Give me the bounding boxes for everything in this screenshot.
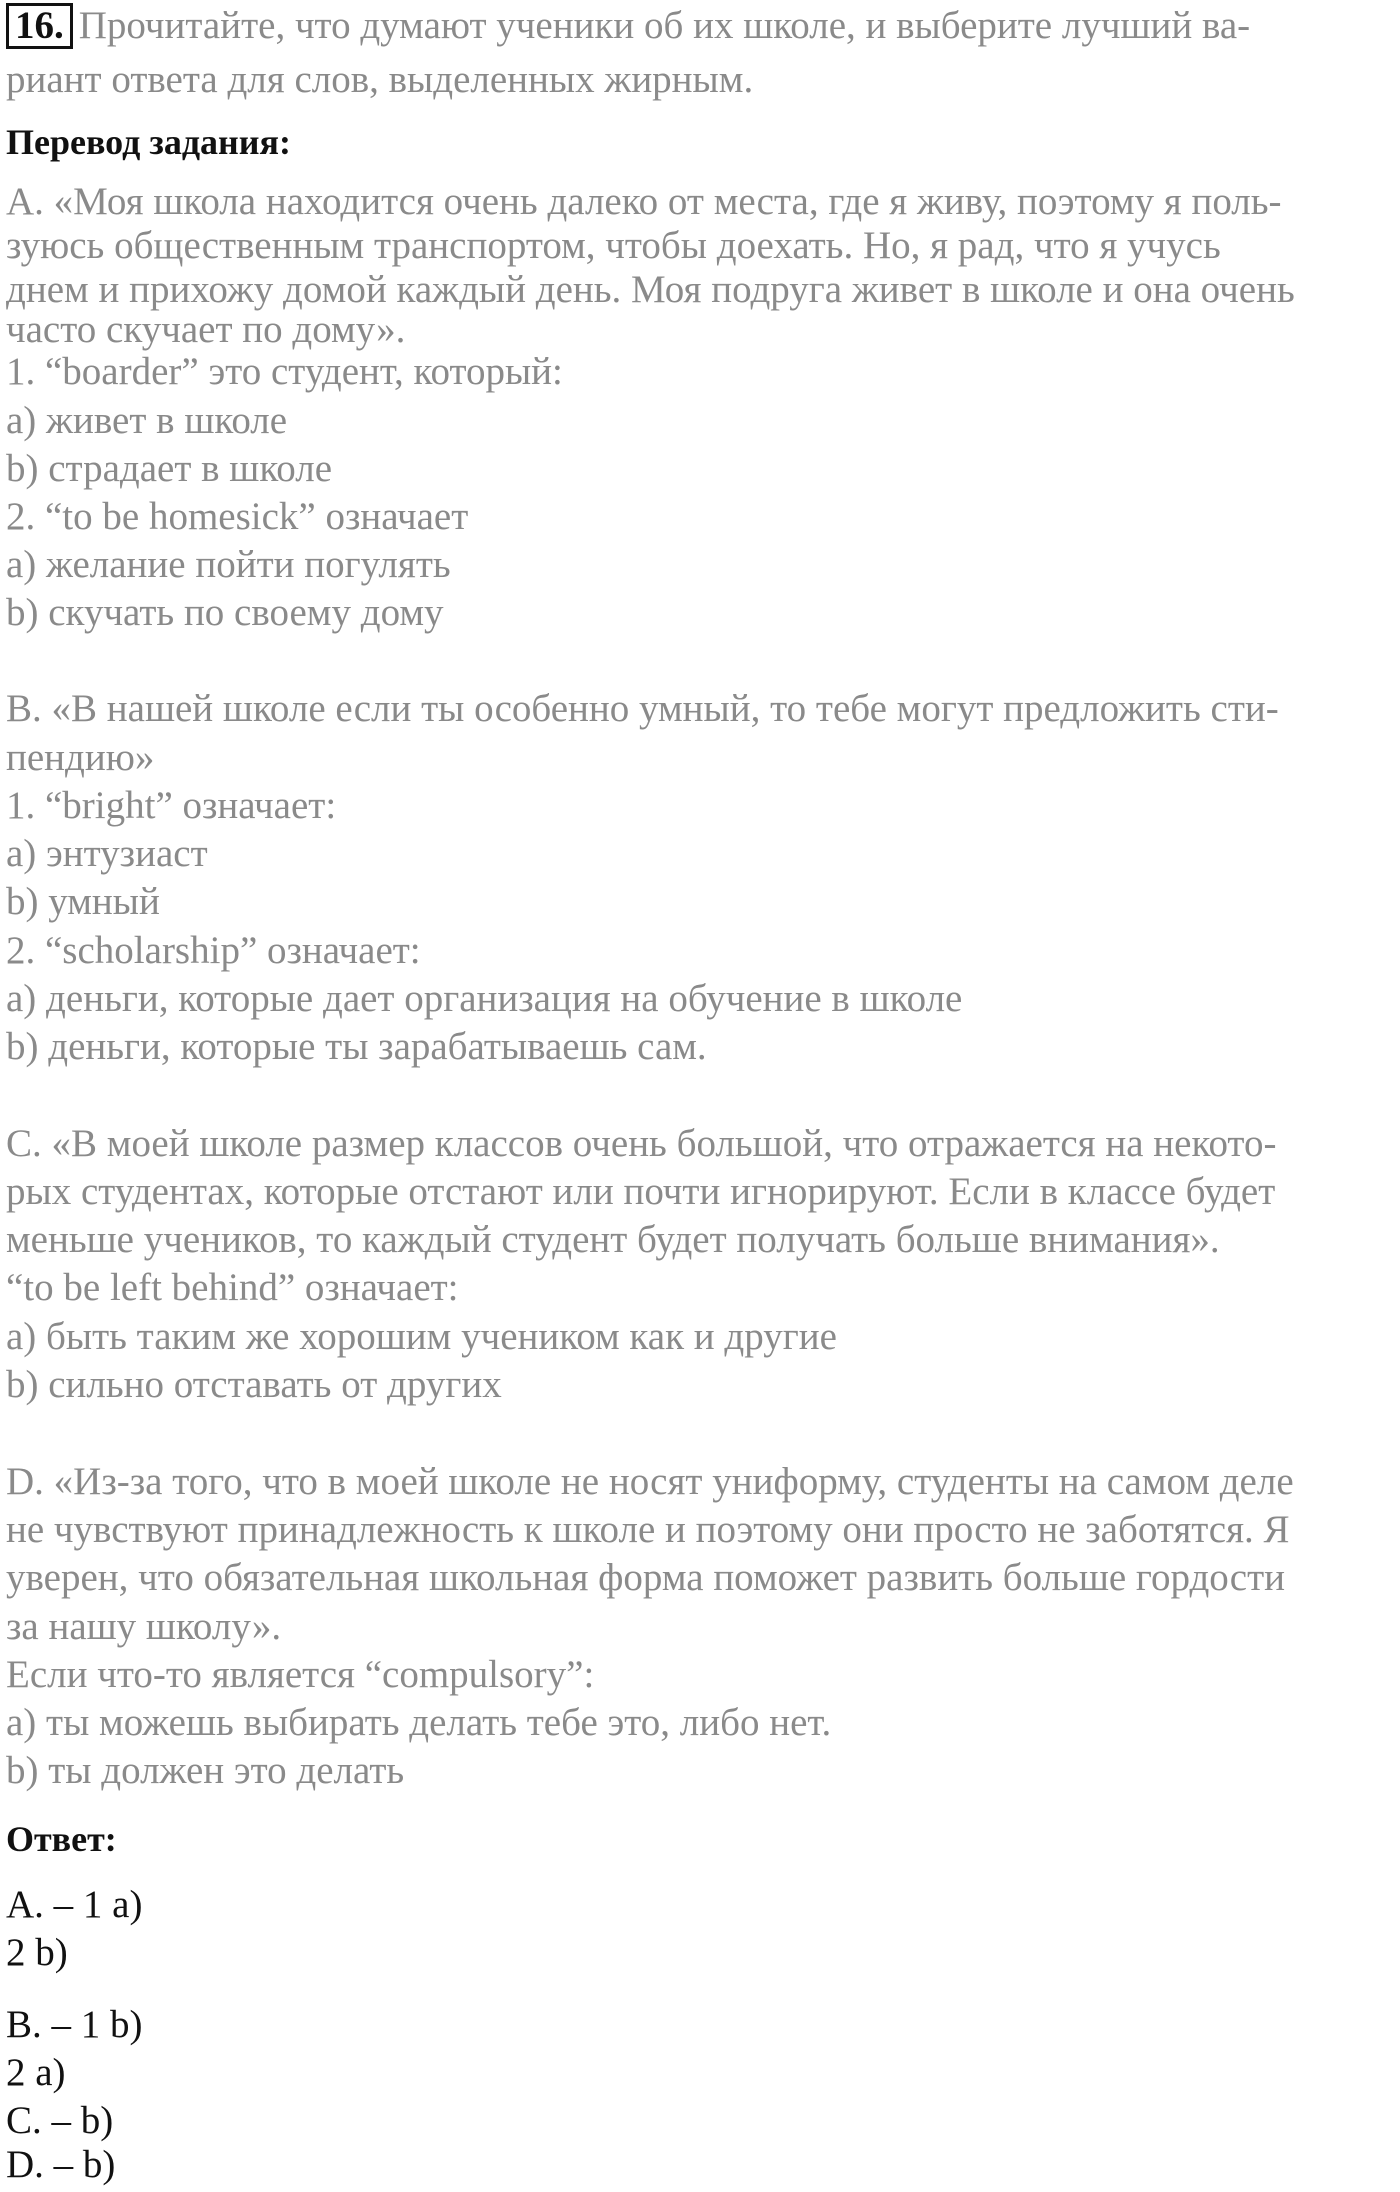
section-a-line: зуюсь общественным транспортом, чтобы доехать. Но, я рад, что я учусь [6, 224, 1221, 267]
section-c-line: b) сильно отставать от других [6, 1363, 502, 1406]
section-d-line: не чувствуют принадлежность к школе и поэтому они просто не заботятся. Я [6, 1508, 1290, 1551]
section-b-line: a) деньги, которые дает организация на обучение в школе [6, 977, 963, 1020]
section-b-line: B. «В нашей школе если ты особенно умный, то тебе могут предложить сти- [6, 687, 1279, 730]
section-d-line: за нашу школу». [6, 1605, 282, 1648]
section-a-line: a) желание пойти погулять [6, 543, 451, 586]
translation-heading: Перевод задания: [6, 122, 291, 162]
section-b-line: 2. “scholarship” означает: [6, 929, 421, 972]
answer-line: A. – 1 a) [6, 1883, 143, 1926]
answer-line: C. – b) [6, 2099, 114, 2142]
section-c-line: рых студентах, которые отстают или почти игнорируют. Если в классе будет [6, 1170, 1276, 1213]
section-c-line: “to be left behind” означает: [6, 1266, 459, 1309]
section-b-line: b) деньги, которые ты зарабатываешь сам. [6, 1025, 707, 1068]
section-a-line: b) скучать по своему дому [6, 591, 444, 634]
section-c-line: a) быть таким же хорошим учеником как и другие [6, 1315, 837, 1358]
section-d-line: D. «Из-за того, что в моей школе не носят униформу, студенты на самом деле [6, 1460, 1294, 1503]
section-a-line: a) живет в школе [6, 399, 288, 442]
task-instruction-line-1 [6, 2, 1250, 50]
section-a-line: днем и прихожу домой каждый день. Моя подруга живет в школе и она очень [6, 268, 1295, 311]
section-a-line: A. «Моя школа находится очень далеко от места, где я живу, поэтому я поль- [6, 180, 1282, 223]
section-d-line: уверен, что обязательная школьная форма поможет развить больше гордости [6, 1556, 1285, 1599]
section-c-line: C. «В моей школе размер классов очень большой, что отражается на некото- [6, 1122, 1277, 1165]
section-b-line: b) умный [6, 880, 160, 923]
section-d-line: b) ты должен это делать [6, 1749, 405, 1792]
task-number-badge: 16. [6, 3, 73, 49]
section-d-line: a) ты можешь выбирать делать тебе это, либо нет. [6, 1701, 832, 1744]
section-a-line: 1. “boarder” это студент, который: [6, 350, 563, 393]
section-a-line: часто скучает по дому». [6, 308, 406, 351]
section-b-line: a) энтузиаст [6, 832, 208, 875]
answer-line: B. – 1 b) [6, 2003, 143, 2046]
answer-line: 2 a) [6, 2051, 66, 2094]
task-instruction-line-2: риант ответа для слов, выделенных жирным. [6, 58, 754, 101]
section-b-line: 1. “bright” означает: [6, 784, 337, 827]
section-b-line: пендию» [6, 736, 155, 779]
section-d-line: Если что-то является “compulsory”: [6, 1653, 595, 1696]
answer-line: D. – b) [6, 2143, 116, 2186]
answer-heading: Ответ: [6, 1819, 117, 1859]
section-a-line: 2. “to be homesick” означает [6, 495, 469, 538]
answer-line: 2 b) [6, 1931, 68, 1974]
section-a-line: b) страдает в школе [6, 447, 333, 490]
section-c-line: меньше учеников, то каждый студент будет получать больше внимания». [6, 1218, 1220, 1261]
task-instruction-text: Прочитайте, что думают ученики об их школе, и выберите лучший ва- [78, 4, 1251, 47]
